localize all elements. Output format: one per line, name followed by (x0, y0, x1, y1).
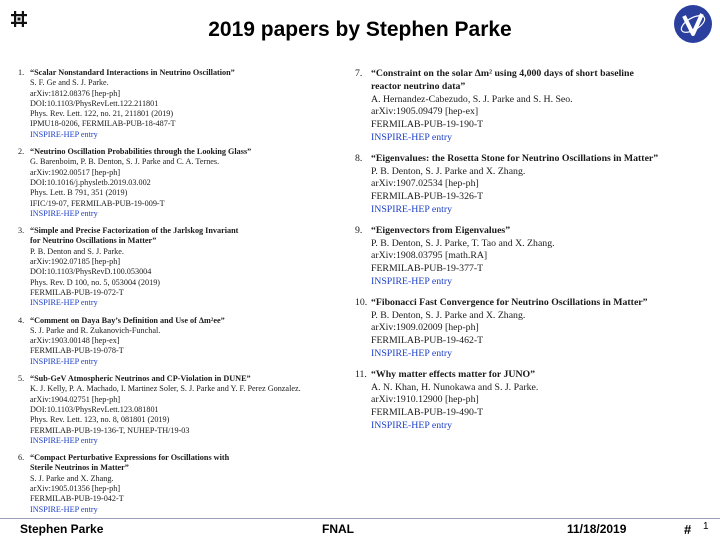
paper-detail: arXiv:1904.02751 [hep-ph] (30, 394, 121, 404)
paper-title: Sterile Neutrinos in Matter” (30, 463, 129, 473)
paper-detail: FERMILAB-PUB-19-326-T (371, 191, 484, 203)
paper-entry (18, 374, 348, 446)
paper-detail: Phys. Rev. Lett. 122, no. 21, 211801 (2019) (30, 109, 174, 119)
inspire-hep-link[interactable]: INSPIRE-HEP entry (371, 203, 453, 215)
paper-title: “Compact Perturbative Expressions for Oscillations with (30, 453, 230, 463)
paper-detail: arXiv:1910.12900 [hep-ph] (371, 394, 479, 406)
paper-detail: FERMILAB-PUB-19-078-T (30, 346, 124, 356)
paper-detail: DOI:10.1103/PhysRevLett.122.211801 (30, 98, 159, 108)
paper-detail: S. F. Ge and S. J. Parke. (30, 78, 109, 88)
paper-detail: IFIC/19-07, FERMILAB-PUB-19-009-T (30, 198, 165, 208)
paper-detail: Phys. Rev. Lett. 123, no. 8, 081801 (2019) (30, 415, 170, 425)
paper-detail: arXiv:1902.00517 [hep-ph] (30, 167, 121, 177)
paper-title: “Fibonacci Fast Convergence for Neutrino Oscillations in Matter” (371, 296, 648, 308)
paper-detail: FERMILAB-PUB-19-490-T (371, 407, 484, 419)
paper-detail: arXiv:1907.02534 [hep-ph] (371, 178, 479, 190)
paper-title: “Sub-GeV Atmospheric Neutrinos and CP-Violation in DUNE” (30, 374, 251, 384)
paper-title: reactor neutrino data” (371, 80, 466, 92)
paper-detail: S. J. Parke and R. Zukanovich-Funchal. (30, 325, 161, 335)
paper-number: 1. (18, 68, 25, 77)
inspire-hep-link[interactable]: INSPIRE-HEP entry (30, 298, 98, 308)
paper-entry (18, 68, 348, 140)
paper-entry (355, 68, 715, 145)
paper-detail: P. B. Denton, S. J. Parke and X. Zhang. (371, 165, 526, 177)
papers-list-right (355, 68, 715, 433)
paper-detail: K. J. Kelly, P. A. Machado, I. Martinez Soler, S. J. Parke and Y. F. Perez Gonzalez. (30, 384, 301, 394)
paper-detail: DOI:10.1103/PhysRevLett.123.081801 (30, 404, 159, 414)
paper-detail: G. Barenboim, P. B. Denton, S. J. Parke and C. A. Ternes. (30, 157, 220, 167)
paper-number: 4. (18, 315, 25, 325)
inspire-hep-link[interactable]: INSPIRE-HEP entry (30, 356, 98, 366)
paper-title: “Neutrino Oscillation Probabilities through the Looking Glass” (30, 147, 252, 157)
paper-number: 11. (355, 368, 367, 380)
paper-entry (18, 147, 348, 219)
paper-number: 9. (355, 224, 363, 236)
paper-detail: A. Hernandez-Cabezudo, S. J. Parke and S. H. Seo. (371, 93, 573, 105)
paper-title: “Why matter effects matter for JUNO” (371, 368, 536, 380)
paper-number: 2. (18, 147, 25, 157)
paper-detail: FERMILAB-PUB-19-136-T, NUHEP-TH/19-03 (30, 425, 190, 435)
paper-title: “Constraint on the solar Δm² using 4,000 days of short baseline (371, 68, 634, 79)
paper-entry (355, 297, 715, 361)
paper-detail: P. B. Denton, S. J. Parke, T. Tao and X. Zhang. (371, 237, 555, 249)
paper-detail: DOI:10.1103/PhysRevD.100.053004 (30, 267, 152, 277)
paper-detail: arXiv:1902.07185 [hep-ph] (30, 257, 121, 267)
inspire-hep-link[interactable]: INSPIRE-HEP entry (371, 131, 453, 143)
inspire-hep-link[interactable]: INSPIRE-HEP entry (30, 435, 98, 445)
page-number: 1 (703, 521, 709, 532)
paper-detail: FERMILAB-PUB-19-462-T (371, 335, 484, 347)
paper-detail: arXiv:1905.01356 [hep-ph] (30, 483, 121, 493)
paper-detail: FERMILAB-PUB-19-190-T (371, 119, 484, 131)
papers-list-left (18, 68, 348, 515)
paper-number: 3. (18, 226, 25, 236)
paper-detail: arXiv:1905.09479 [hep-ex] (371, 106, 479, 118)
paper-title: for Neutrino Oscillations in Matter” (30, 236, 157, 246)
slide-title: 2019 papers by Stephen Parke (208, 18, 512, 41)
paper-number: 7. (355, 68, 363, 79)
paper-title: “Eigenvectors from Eigenvalues” (371, 224, 511, 236)
paper-title: “Comment on Daya Bay’s Definition and Use of Δm²ee” (30, 315, 225, 325)
paper-entry (355, 153, 715, 217)
paper-detail: arXiv:1909.02009 [hep-ph] (371, 322, 479, 334)
paper-title: “Scalar Nonstandard Interactions in Neutrino Oscillation” (30, 68, 235, 77)
footer-date: 11/18/2019 (567, 522, 627, 536)
paper-title: “Simple and Precise Factorization of the Jarlskog Invariant (30, 226, 239, 236)
paper-entry (355, 369, 715, 433)
paper-detail: S. J. Parke and X. Zhang. (30, 473, 114, 483)
footer-hash-symbol: # (684, 522, 692, 537)
footer-lab: FNAL (322, 522, 354, 536)
inspire-hep-link[interactable]: INSPIRE-HEP entry (371, 347, 453, 359)
paper-detail: arXiv:1812.08376 [hep-ph] (30, 88, 121, 98)
paper-detail: FERMILAB-PUB-19-042-T (30, 494, 124, 504)
paper-number: 10. (355, 296, 368, 308)
paper-detail: Phys. Lett. B 791, 351 (2019) (30, 188, 128, 198)
paper-entry (355, 225, 715, 289)
paper-detail: FERMILAB-PUB-19-072-T (30, 287, 124, 297)
paper-detail: arXiv:1908.03795 [math.RA] (371, 250, 488, 262)
paper-entry (18, 316, 348, 367)
paper-detail: Phys. Rev. D 100, no. 5, 053004 (2019) (30, 277, 161, 287)
paper-detail: P. B. Denton, S. J. Parke and X. Zhang. (371, 309, 526, 321)
footer-divider (0, 518, 720, 519)
paper-title: “Eigenvalues: the Rosetta Stone for Neutrino Oscillations in Matter” (371, 152, 659, 164)
paper-number: 6. (18, 453, 25, 463)
paper-detail: FERMILAB-PUB-19-377-T (371, 263, 484, 275)
paper-entry (18, 453, 348, 515)
footer-author: Stephen Parke (20, 522, 104, 536)
inspire-hep-link[interactable]: INSPIRE-HEP entry (371, 275, 453, 287)
paper-detail: P. B. Denton and S. J. Parke. (30, 246, 124, 256)
paper-number: 5. (18, 374, 25, 384)
inspire-hep-link[interactable]: INSPIRE-HEP entry (30, 504, 98, 514)
paper-number: 8. (355, 152, 363, 164)
paper-entry (18, 226, 348, 308)
inspire-hep-link[interactable]: INSPIRE-HEP entry (30, 208, 98, 218)
paper-detail: A. N. Khan, H. Nunokawa and S. J. Parke. (371, 381, 539, 393)
inspire-hep-link[interactable]: INSPIRE-HEP entry (30, 129, 98, 139)
inspire-hep-link[interactable]: INSPIRE-HEP entry (371, 419, 453, 431)
paper-detail: DOI:10.1016/j.physletb.2019.03.002 (30, 177, 151, 187)
paper-detail: arXiv:1903.00148 [hep-ex] (30, 336, 120, 346)
paper-detail: IPMU18-0206, FERMILAB-PUB-18-487-T (30, 119, 176, 129)
